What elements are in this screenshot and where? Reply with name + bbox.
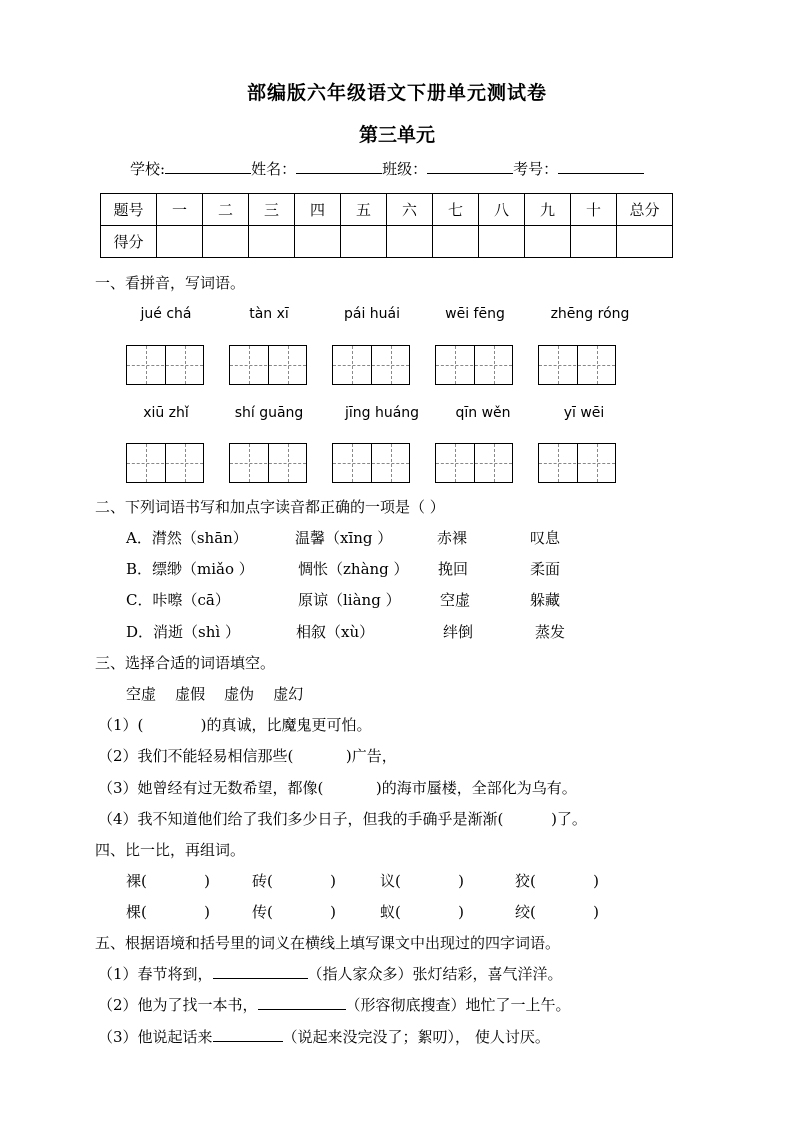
- q5-item-1-blank[interactable]: [213, 964, 308, 979]
- q5-item-3: [98, 1026, 550, 1047]
- q5-item-1-suffix: （指人家众多）张灯结彩，喜气洋洋。: [307, 965, 563, 983]
- pinyin-label: jīng huáng: [344, 405, 420, 421]
- q4-char-pair[interactable]: 传( ): [252, 903, 336, 921]
- writing-grid[interactable]: [332, 443, 410, 483]
- score-header-cell: 八: [479, 194, 525, 226]
- score-header-cell: 四: [295, 194, 341, 226]
- class-label: 班级：: [382, 160, 428, 178]
- score-cell[interactable]: [479, 226, 525, 258]
- exam-no-blank[interactable]: [558, 159, 644, 174]
- score-cell[interactable]: [525, 226, 571, 258]
- q5-item-2-suffix: （形容彻底搜查）地忙了一上午。: [345, 996, 571, 1014]
- option-a-word2: 温馨（xīng ）: [295, 529, 393, 547]
- writing-grid[interactable]: [126, 345, 204, 385]
- q5-item-1-prefix: （1）春节将到，: [98, 965, 213, 983]
- writing-grid[interactable]: [435, 443, 513, 483]
- score-cell[interactable]: [433, 226, 479, 258]
- q3-heading: 三、选择合适的词语填空。: [95, 654, 276, 672]
- score-cell[interactable]: [387, 226, 433, 258]
- q5-item-3-suffix: （说起来没完没了；絮叨）， 使人讨厌。: [282, 1028, 550, 1046]
- pinyin-label: tàn xī: [249, 306, 289, 322]
- q4-heading: 四、比一比，再组词。: [95, 841, 246, 859]
- score-cell[interactable]: [341, 226, 387, 258]
- q5-item-3-blank[interactable]: [213, 1027, 283, 1042]
- score-header-cell: 总分: [617, 194, 673, 226]
- writing-grid[interactable]: [435, 345, 513, 385]
- option-b-word4: 柔面: [530, 560, 561, 578]
- score-header-cell: 九: [525, 194, 571, 226]
- q3-item-3: （3）她曾经有过无数希望，都像( )的海市蜃楼，全部化为乌有。: [98, 779, 577, 797]
- option-c-word3: 空虚: [440, 591, 471, 609]
- writing-grid[interactable]: [229, 345, 307, 385]
- school-label: 学校:: [130, 160, 166, 178]
- option-b-word3: 挽回: [438, 560, 469, 578]
- option-c-word1: C．咔嚓（cā）: [126, 591, 230, 609]
- q5-item-3-prefix: （3）他说起话来: [98, 1028, 213, 1046]
- q4-char-pair[interactable]: 裸( ): [126, 872, 210, 890]
- option-d-word3: 绊倒: [443, 623, 474, 641]
- option-a-word3: 赤裸: [437, 529, 468, 547]
- score-row-label: 得分: [101, 226, 157, 258]
- q5-item-1: [98, 963, 563, 984]
- writing-grid[interactable]: [126, 443, 204, 483]
- exam-no-label: 考号：: [513, 160, 559, 178]
- score-header-cell: 五: [341, 194, 387, 226]
- class-blank[interactable]: [427, 159, 513, 174]
- q3-item-2: （2）我们不能轻易相信那些( )广告，: [98, 747, 397, 765]
- q2-heading: 二、下列词语书写和加点字读音都正确的一项是（ ）: [95, 498, 445, 516]
- pinyin-label: pái huái: [343, 306, 401, 322]
- score-cell[interactable]: [571, 226, 617, 258]
- q4-char-pair[interactable]: 砖( ): [252, 872, 336, 890]
- score-cell[interactable]: [295, 226, 341, 258]
- q5-item-2: [98, 994, 571, 1015]
- pinyin-label: wēi fēng: [445, 306, 505, 322]
- q4-char-pair[interactable]: 蚁( ): [380, 903, 464, 921]
- score-header-cell: 六: [387, 194, 433, 226]
- score-table-score-row: [101, 226, 673, 258]
- score-table: [100, 193, 673, 258]
- option-a-word1: A．潸然（shān）: [126, 529, 248, 547]
- option-c-word2: 原谅（liàng ）: [298, 591, 401, 609]
- writing-grid[interactable]: [538, 443, 616, 483]
- writing-grid[interactable]: [332, 345, 410, 385]
- q4-char-pair[interactable]: 狡( ): [515, 872, 599, 890]
- pinyin-label: zhēng róng: [550, 306, 630, 322]
- pinyin-label: xiū zhǐ: [143, 405, 189, 421]
- option-c-word4: 躲藏: [530, 591, 561, 609]
- option-d-word2: 相叙（xù）: [296, 623, 375, 641]
- name-blank[interactable]: [296, 159, 382, 174]
- score-header-cell: 三: [249, 194, 295, 226]
- q3-word-bank: 空虚 虚假 虚伪 虚幻: [126, 685, 304, 703]
- writing-grid[interactable]: [538, 345, 616, 385]
- unit-title: 第三单元: [358, 124, 435, 146]
- score-header-cell: 题号: [101, 194, 157, 226]
- pinyin-label: qīn wěn: [455, 405, 511, 421]
- school-blank[interactable]: [165, 159, 251, 174]
- score-header-cell: 一: [157, 194, 203, 226]
- option-d-word4: 蒸发: [535, 623, 566, 641]
- q4-char-pair[interactable]: 议( ): [380, 872, 464, 890]
- score-cell[interactable]: [249, 226, 295, 258]
- pinyin-label: jué chá: [140, 306, 192, 322]
- q1-heading: 一、看拼音，写词语。: [95, 274, 246, 292]
- score-cell[interactable]: [157, 226, 203, 258]
- q5-item-2-blank[interactable]: [258, 995, 346, 1010]
- score-table-header-row: [101, 194, 673, 226]
- pinyin-label: shí guāng: [234, 405, 304, 421]
- q4-char-pair[interactable]: 棵( ): [126, 903, 210, 921]
- score-cell[interactable]: [203, 226, 249, 258]
- pinyin-label: yī wēi: [563, 405, 605, 421]
- student-info-line: [130, 158, 644, 179]
- q3-item-4: （4）我不知道他们给了我们多少日子，但我的手确乎是渐渐( )了。: [98, 810, 587, 828]
- writing-grid[interactable]: [229, 443, 307, 483]
- q5-heading: 五、根据语境和括号里的词义在横线上填写课文中出现过的四字词语。: [95, 934, 561, 952]
- option-d-word1: D．消逝（shì ）: [126, 623, 240, 641]
- option-a-word4: 叹息: [530, 529, 561, 547]
- score-header-cell: 七: [433, 194, 479, 226]
- q4-char-pair[interactable]: 绞( ): [515, 903, 599, 921]
- score-header-cell: 二: [203, 194, 249, 226]
- option-b-word1: B．缥缈（miǎo ）: [126, 560, 254, 578]
- name-label: 姓名：: [251, 160, 297, 178]
- score-header-cell: 十: [571, 194, 617, 226]
- page-title: 部编版六年级语文下册单元测试卷: [246, 82, 547, 104]
- score-cell[interactable]: [617, 226, 673, 258]
- q3-item-1: （1）( )的真诚，比魔鬼更可怕。: [98, 716, 372, 734]
- q5-item-2-prefix: （2）他为了找一本书，: [98, 996, 258, 1014]
- option-b-word2: 惆怅（zhàng ）: [298, 560, 409, 578]
